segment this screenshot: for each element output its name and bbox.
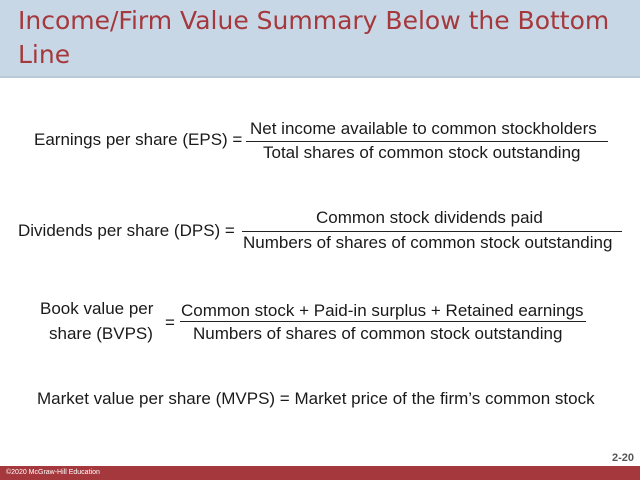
title-divider [0,76,640,78]
eps-label: Earnings per share (EPS) = [34,130,243,149]
slide-title: Income/Firm Value Summary Below the Bottom Line [18,6,610,69]
slide-number: 2-20 [611,452,634,464]
mvps-formula: Market value per share (MVPS) = Market price of the firm’s common stock [37,389,595,408]
eps-denominator: Total shares of common stock outstanding [263,143,581,162]
dps-numerator: Common stock dividends paid [316,208,543,227]
eps-fraction-bar [246,141,608,142]
dps-fraction-bar [242,231,622,232]
footer-bar [0,466,640,480]
bvps-denominator: Numbers of shares of common stock outstanding [193,324,563,343]
dps-denominator: Numbers of shares of common stock outstanding [243,233,613,252]
copyright-text: ©2020 McGraw-Hill Education [6,469,100,476]
bvps-label-line2: share (BVPS) [49,324,153,343]
bvps-label-line1: Book value per [40,299,154,318]
eps-numerator: Net income available to common stockholders [250,119,597,138]
bvps-fraction-bar [180,321,586,322]
bvps-numerator: Common stock + Paid-in surplus + Retained earnings [181,301,584,320]
dps-label: Dividends per share (DPS) = [18,221,235,240]
bvps-equals: = [165,313,175,332]
